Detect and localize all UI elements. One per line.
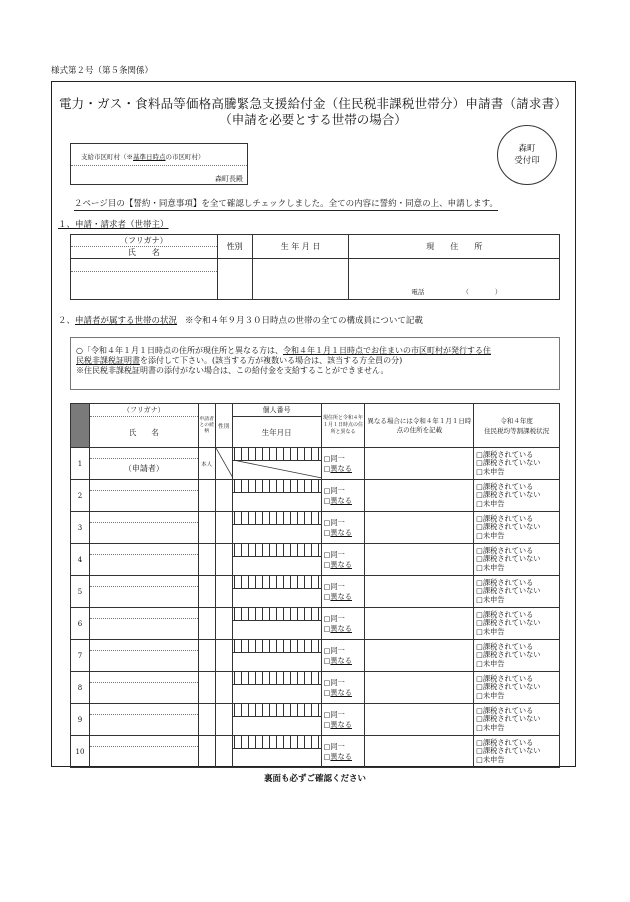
member-id-cell[interactable] <box>232 480 321 512</box>
option-different[interactable]: □異なる <box>323 463 352 473</box>
members-dob-header: 生年月日 <box>232 417 321 448</box>
option-not-taxed[interactable]: □課税されていない <box>476 586 541 596</box>
form-title: 電力・ガス・食料品等価格高騰緊急支援給付金（住民税非課税世帯分）申請書（請求書） <box>58 96 567 111</box>
applicant-name-header: 氏 名 <box>71 247 218 259</box>
member-id-cell[interactable] <box>232 576 321 608</box>
option-not-filed[interactable]: □未申告 <box>476 658 505 668</box>
applicant-dob-header: 生 年 月 日 <box>252 235 349 259</box>
member-tax-status-options[interactable] <box>474 512 560 544</box>
member-same-address-options[interactable] <box>321 512 365 544</box>
applicant-furigana-header: （フリガナ） <box>71 235 218 247</box>
applicant-sex-input[interactable] <box>217 259 252 300</box>
member-row-number: 2 <box>71 480 90 512</box>
member-previous-address-input[interactable] <box>365 576 474 608</box>
option-not-filed[interactable]: □未申告 <box>476 690 505 700</box>
id-digit-boxes[interactable] <box>234 736 319 748</box>
member-same-address-options[interactable] <box>321 608 365 640</box>
option-not-filed[interactable]: □未申告 <box>476 626 505 636</box>
member-same-address-options[interactable] <box>321 576 365 608</box>
member-previous-address-input[interactable] <box>365 480 474 512</box>
form-subtitle: （申請を必要とする世帯の場合） <box>219 112 407 127</box>
member-name-cell[interactable] <box>89 640 198 672</box>
option-taxed[interactable]: □課税されている <box>476 609 534 619</box>
member-id-cell[interactable] <box>232 608 321 640</box>
member-sex-cell[interactable] <box>215 480 232 512</box>
member-previous-address-input[interactable] <box>365 704 474 736</box>
option-not-filed[interactable]: □未申告 <box>476 466 505 476</box>
member-row-number: 3 <box>71 512 90 544</box>
option-different[interactable]: □異なる <box>323 527 352 537</box>
member-tax-status-options[interactable] <box>474 736 560 768</box>
member-relation-cell[interactable] <box>198 576 215 608</box>
municipality-box <box>70 143 248 185</box>
member-previous-address-input[interactable] <box>365 672 474 704</box>
option-not-filed[interactable]: □未申告 <box>476 722 505 732</box>
reception-stamp-circle <box>497 125 557 185</box>
member-previous-address-input[interactable] <box>365 448 474 480</box>
member-name-cell[interactable] <box>89 544 198 576</box>
member-name-input <box>90 555 198 575</box>
municipality-name: 森町長殿 <box>215 175 243 183</box>
member-id-cell[interactable] <box>232 672 321 704</box>
member-id-cell[interactable] <box>232 640 321 672</box>
applicant-furigana-input[interactable] <box>71 259 218 272</box>
option-taxed[interactable]: □課税されている <box>476 481 534 491</box>
option-different[interactable]: □異なる <box>323 687 352 697</box>
members-furigana-header: （フリガナ） <box>89 404 198 417</box>
member-name-cell[interactable] <box>89 448 198 480</box>
option-different[interactable]: □異なる <box>323 559 352 569</box>
option-not-taxed[interactable]: □課税されていない <box>476 746 541 756</box>
option-not-filed[interactable]: □未申告 <box>476 562 505 572</box>
confirmation-statement: ２ページ目の【誓約・同意事項】を全て確認しチェックしました。全ての内容に誓約・同意の上、申請します。 <box>74 199 498 209</box>
applicant-sex-header: 性別 <box>217 235 252 259</box>
section2-heading: ２、申請者が属する世帯の状況 ※令和４年９月３０日時点の世帯の全ての構成員について記載 <box>58 316 423 326</box>
option-same[interactable]: □同一 <box>323 614 345 623</box>
member-same-address-options[interactable] <box>321 736 365 768</box>
member-sex-cell[interactable] <box>215 672 232 704</box>
option-not-filed[interactable]: □未申告 <box>476 498 505 508</box>
member-name-input <box>90 651 198 671</box>
option-not-filed[interactable]: □未申告 <box>476 530 505 540</box>
member-row-number: 5 <box>71 576 90 608</box>
members-sex-header: 性別 <box>215 404 232 448</box>
option-not-taxed[interactable]: □課税されていない <box>476 522 541 532</box>
member-sex-cell[interactable] <box>215 512 232 544</box>
members-name-header: 氏 名 <box>89 417 198 448</box>
option-different[interactable]: □異なる <box>323 655 352 665</box>
member-tax-status-options[interactable] <box>474 672 560 704</box>
member-same-address-options[interactable] <box>321 448 365 480</box>
member-id-cell[interactable] <box>232 448 321 480</box>
member-row-number: 6 <box>71 608 90 640</box>
option-not-taxed[interactable]: □課税されていない <box>476 554 541 564</box>
member-same-address-options[interactable] <box>321 672 365 704</box>
member-name-input <box>90 587 198 607</box>
member-tax-status-options[interactable] <box>474 608 560 640</box>
members-previous-address-header: 異なる場合には令和４年１月１日時点の住所を記載 <box>365 404 474 448</box>
option-taxed[interactable]: □課税されている <box>476 513 534 523</box>
option-not-filed[interactable]: □未申告 <box>476 594 505 604</box>
option-taxed[interactable]: □課税されている <box>476 577 534 587</box>
member-row <box>71 672 560 704</box>
member-relation-cell[interactable] <box>198 704 215 736</box>
member-previous-address-input[interactable] <box>365 512 474 544</box>
option-taxed[interactable]: □課税されている <box>476 737 534 747</box>
member-row <box>71 576 560 608</box>
applicant-table <box>70 234 560 300</box>
applicant-dob-input[interactable] <box>252 259 349 300</box>
id-digit-boxes[interactable] <box>234 704 319 716</box>
member-id-cell[interactable] <box>232 736 321 768</box>
option-same[interactable]: □同一 <box>323 550 345 559</box>
option-same[interactable]: □同一 <box>323 742 345 751</box>
id-digit-boxes[interactable] <box>234 448 319 460</box>
member-relation-cell[interactable] <box>198 480 215 512</box>
option-different[interactable]: □異なる <box>323 495 352 505</box>
option-different[interactable]: □異なる <box>323 591 352 601</box>
option-not-taxed[interactable]: □課税されていない <box>476 714 541 724</box>
option-not-taxed[interactable]: □課税されていない <box>476 650 541 660</box>
member-previous-address-input[interactable] <box>365 736 474 768</box>
option-not-taxed[interactable]: □課税されていない <box>476 490 541 500</box>
member-row-number: 8 <box>71 672 90 704</box>
member-name-cell[interactable] <box>89 736 198 768</box>
member-same-address-options[interactable] <box>321 640 365 672</box>
member-row-number: 9 <box>71 704 90 736</box>
option-same[interactable]: □同一 <box>323 454 345 463</box>
member-same-address-options[interactable] <box>321 544 365 576</box>
stamp-label: 受付印 <box>514 156 540 166</box>
member-id-cell[interactable] <box>232 544 321 576</box>
member-relation-cell[interactable] <box>198 672 215 704</box>
member-sex-cell[interactable] <box>215 448 232 480</box>
member-sex-cell[interactable] <box>215 640 232 672</box>
option-not-taxed[interactable]: □課税されていない <box>476 458 541 468</box>
member-row-number: 7 <box>71 640 90 672</box>
member-relation-cell[interactable] <box>198 544 215 576</box>
member-name-cell[interactable] <box>89 672 198 704</box>
member-id-cell[interactable] <box>232 512 321 544</box>
member-name-cell[interactable] <box>89 480 198 512</box>
option-not-filed[interactable]: □未申告 <box>476 754 505 764</box>
member-name-cell[interactable] <box>89 512 198 544</box>
phone-label: 電話 （ ） <box>411 288 502 296</box>
household-members-table <box>70 403 560 768</box>
member-name-applicant: （申請者） <box>123 464 164 473</box>
form-number: 様式第２号（第５条関係） <box>51 66 154 76</box>
member-name-cell[interactable] <box>89 704 198 736</box>
member-row <box>71 544 560 576</box>
member-same-address-options[interactable] <box>321 704 365 736</box>
member-name-input <box>90 619 198 639</box>
members-same-address-header: 現住所と令和４年１月１日時点の住所と異なる <box>321 404 365 448</box>
option-taxed[interactable]: □課税されている <box>476 673 534 683</box>
stamp-town: 森町 <box>518 144 536 154</box>
member-row <box>71 736 560 768</box>
notice-box: ○「令和４年１月１日時点の住所が現住所と異なる方は、令和４年１月１日時点でお住まいの市区町村が発行する住 民税非課税証明書を添付して下さい。(該当する方が複数いる場合は、該当する方全員の分) ※住民税非課税証明書の添付がない場合は、この給付金を支給することができません。 <box>70 337 560 390</box>
footer-note: 裏面も必ずご確認ください <box>263 774 366 784</box>
option-different[interactable]: □異なる <box>323 623 352 633</box>
member-name-cell[interactable] <box>89 576 198 608</box>
id-digit-boxes[interactable] <box>234 512 319 524</box>
member-tax-status-options[interactable] <box>474 704 560 736</box>
option-taxed[interactable]: □課税されている <box>476 545 534 555</box>
member-row-number: 10 <box>71 736 90 768</box>
member-row <box>71 480 560 512</box>
member-row-number: 4 <box>71 544 90 576</box>
member-relation-cell[interactable] <box>198 640 215 672</box>
applicant-address-header: 現 住 所 <box>349 235 560 259</box>
member-tax-status-options[interactable] <box>474 640 560 672</box>
id-digit-boxes[interactable] <box>234 576 319 588</box>
applicant-name-input[interactable] <box>71 272 218 300</box>
member-tax-status-options[interactable] <box>474 448 560 480</box>
member-name-input <box>90 491 198 511</box>
option-taxed[interactable]: □課税されている <box>476 449 534 459</box>
member-previous-address-input[interactable] <box>365 640 474 672</box>
member-tax-status-options[interactable] <box>474 480 560 512</box>
option-same[interactable]: □同一 <box>323 646 345 655</box>
member-name-input <box>90 747 198 767</box>
member-row <box>71 704 560 736</box>
id-digit-boxes[interactable] <box>234 640 319 652</box>
id-digit-boxes[interactable] <box>234 480 319 492</box>
member-name-cell[interactable] <box>89 608 198 640</box>
member-previous-address-input[interactable] <box>365 544 474 576</box>
section1-heading: １、申請・請求者（世帯主） <box>58 220 169 230</box>
member-relation-cell[interactable] <box>198 608 215 640</box>
member-id-cell[interactable] <box>232 704 321 736</box>
member-name-input <box>90 523 198 543</box>
member-tax-status-options[interactable] <box>474 576 560 608</box>
id-digit-boxes[interactable] <box>234 608 319 620</box>
member-row <box>71 448 560 480</box>
member-sex-cell[interactable] <box>215 608 232 640</box>
option-same[interactable]: □同一 <box>323 678 345 687</box>
members-tax-status-header: 令和４年度 住民税均等割課税状況 <box>474 404 560 448</box>
option-same[interactable]: □同一 <box>323 518 345 527</box>
option-different[interactable]: □異なる <box>323 751 352 761</box>
member-row-number: 1 <box>71 448 90 480</box>
option-same[interactable]: □同一 <box>323 486 345 495</box>
applicant-address-input[interactable] <box>349 259 560 300</box>
member-relation-cell[interactable] <box>198 512 215 544</box>
members-id-header: 個人番号 <box>232 404 321 417</box>
option-not-taxed[interactable]: □課税されていない <box>476 618 541 628</box>
option-same[interactable]: □同一 <box>323 582 345 591</box>
members-relation-header: 申請者との続柄 <box>198 404 215 448</box>
id-digit-boxes[interactable] <box>234 672 319 684</box>
member-previous-address-input[interactable] <box>365 608 474 640</box>
member-sex-cell[interactable] <box>215 544 232 576</box>
option-taxed[interactable]: □課税されている <box>476 641 534 651</box>
member-same-address-options[interactable] <box>321 480 365 512</box>
municipality-label: 支給市区町村（※基準日時点の市区町村） <box>81 153 205 161</box>
member-relation-cell[interactable] <box>198 736 215 768</box>
option-different[interactable]: □異なる <box>323 719 352 729</box>
option-same[interactable]: □同一 <box>323 710 345 719</box>
member-name-input <box>90 715 198 735</box>
member-relation-cell[interactable]: 本人 <box>198 448 215 480</box>
id-digit-boxes[interactable] <box>234 544 319 556</box>
row-number-header <box>71 404 90 448</box>
member-row <box>71 608 560 640</box>
member-sex-cell[interactable] <box>215 704 232 736</box>
member-row <box>71 640 560 672</box>
member-name-input <box>90 683 198 703</box>
member-sex-cell[interactable] <box>215 576 232 608</box>
option-taxed[interactable]: □課税されている <box>476 705 534 715</box>
member-tax-status-options[interactable] <box>474 544 560 576</box>
option-not-taxed[interactable]: □課税されていない <box>476 682 541 692</box>
member-row <box>71 512 560 544</box>
member-sex-cell[interactable] <box>215 736 232 768</box>
